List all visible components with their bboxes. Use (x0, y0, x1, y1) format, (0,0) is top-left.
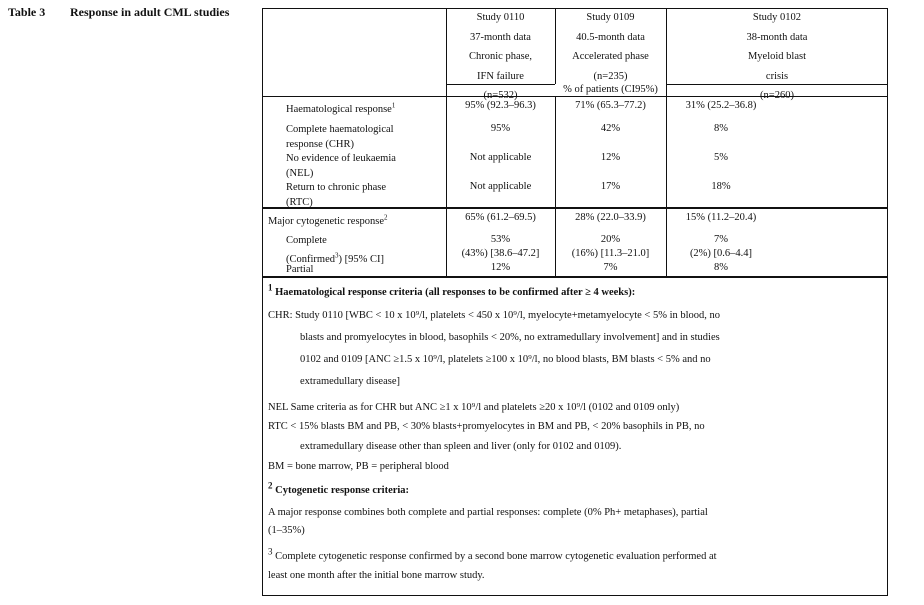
complete-0109: 20% (600, 234, 621, 245)
column-header-0110: Study 0110 37-month data Chronic phase, IFN failure (n=532) (469, 12, 532, 101)
haem-0110: 95% (92.3–96.3) (465, 100, 536, 111)
response-table (262, 8, 888, 596)
border-bottom (262, 595, 888, 596)
rtc-0102: 18% (711, 181, 731, 192)
footnote-chr-2: blasts and promyelocytes in blood, basophils < 20%, no extramedullary involvement] and in studies (300, 332, 720, 343)
nel-0109: 12% (600, 152, 621, 163)
major-0102: 15% (11.2–20.4) (685, 212, 757, 223)
row-label-partial: Partial (286, 264, 314, 275)
confirmed-0109: (16%) [11.3–21.0] (571, 248, 650, 259)
chr-0110: 95% (490, 123, 511, 134)
partial-0109: 7% (603, 262, 618, 273)
row-label-major-cytogenetic: Major cytogenetic response$^2$ (268, 213, 388, 227)
partial-0110: 12% (490, 262, 511, 273)
major-0110: 65% (61.2–69.5) (465, 212, 536, 223)
rtc-0110: Not applicable (469, 181, 532, 192)
row-label-chr: Complete haematological response (CHR) (286, 124, 394, 150)
footnote-2-title: $^2$ Cytogenetic response criteria: (268, 480, 410, 496)
nel-0102: 5% (714, 152, 728, 163)
column-header-0102: Study 0102 38-month data Myeloid blast crisis (n=260) (746, 12, 808, 101)
chr-0102: 8% (714, 123, 728, 134)
footnote-1-title: $^1$ Haematological response criteria (all responses to be confirmed after ≥ 4 weeks): (268, 282, 636, 298)
row-label-complete: Complete (286, 235, 327, 246)
footnote-3-2: least one month after the initial bone marrow study. (268, 570, 485, 581)
footnote-divider (262, 276, 888, 278)
footnote-rtc-2: extramedullary disease other than spleen and liver (only for 0102 and 0109). (300, 441, 622, 452)
footnote-chr: CHR: Study 0110 [WBC < 10 x 10⁹/l, platelets < 450 x 10⁹/l, myelocyte+metamyelocyte < 5% in blood, no (268, 310, 721, 321)
confirmed-0110: (43%) [38.6–47.2] (461, 248, 540, 259)
units-header: % of patients (CI95%) (555, 84, 666, 96)
row-label-nel: No evidence of leukaemia (NEL) (286, 153, 396, 179)
complete-0102: 7% (714, 234, 728, 245)
table-title: Response in adult CML studies (70, 5, 230, 19)
major-0109: 28% (22.0–33.9) (575, 212, 646, 223)
footnote-nel: NEL Same criteria as for CHR but ANC ≥1 x 10⁹/l and platelets ≥20 x 10⁹/l (0102 and 0109 only) (268, 402, 680, 413)
table-label: Table 3 (8, 5, 46, 19)
footnote-rtc: RTC < 15% blasts BM and PB, < 30% blasts+promyelocytes in BM and PB, < 20% basophils in PB, no (268, 421, 705, 432)
haem-0102: 31% (25.2–36.8) (685, 100, 757, 111)
footnote-major: A major response combines both complete and partial responses: complete (0% Ph+ metaphases), partial (268, 507, 708, 518)
footnote-chr-4: extramedullary disease] (300, 376, 400, 387)
footnote-chr-3: 0102 and 0109 [ANC ≥1.5 x 10⁹/l, platelets ≥100 x 10⁹/l, no blood blasts, BM blasts < 5% and no (300, 354, 711, 365)
complete-0110: 53% (490, 234, 511, 245)
row-label-rtc: Return to chronic phase (RTC) (286, 182, 387, 208)
confirmed-0102: (2%) [0.6–4.4] (689, 248, 753, 259)
partial-0102: 8% (714, 262, 728, 273)
footnote-3: $^3$ Complete cytogenetic response confirmed by a second bone marrow cytogenetic evaluation performed at (268, 546, 717, 562)
row-label-haematological: Haematological response$^1$ (286, 101, 396, 115)
nel-0110: Not applicable (469, 152, 532, 163)
footnote-bm-pb: BM = bone marrow, PB = peripheral blood (268, 461, 449, 472)
chr-0109: 42% (600, 123, 621, 134)
haem-0109: 71% (65.3–77.2) (575, 100, 646, 111)
row-label-confirmed: (Confirmed$^3$) [95% CI] (286, 251, 384, 265)
footnote-major-2: (1–35%) (268, 525, 305, 536)
rtc-0109: 17% (600, 181, 621, 192)
column-header-0109: Study 0109 40.5-month data Accelerated phase (n=235) (572, 12, 649, 82)
